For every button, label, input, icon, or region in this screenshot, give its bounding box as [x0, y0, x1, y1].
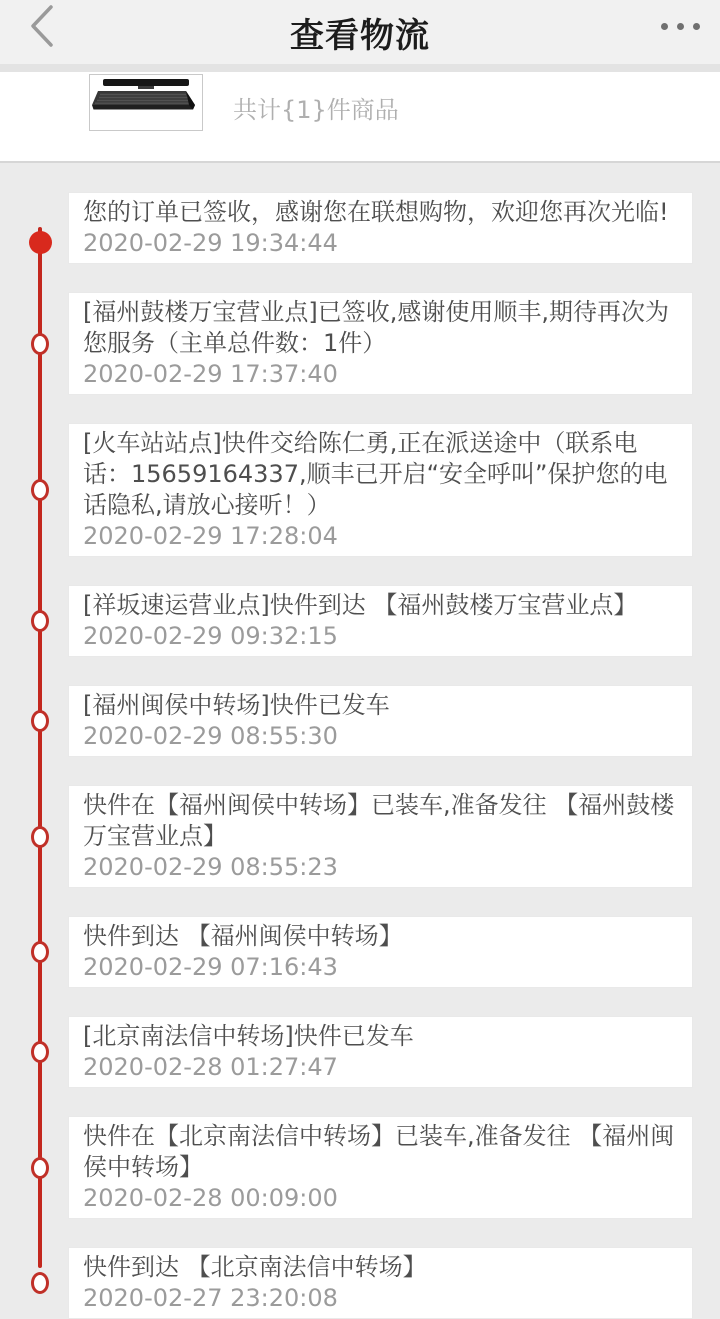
event-timestamp: 2020-02-27 23:20:08: [83, 1284, 338, 1312]
event-card: [68, 585, 693, 657]
event-card: [68, 1116, 693, 1219]
timeline-event: [0, 1016, 720, 1088]
event-text: [福州鼓楼万宝营业点]已签收,感谢使用顺丰,期待再次为您服务（主单总件数：1件）: [83, 298, 669, 357]
event-card: [68, 1016, 693, 1088]
timeline-event: [0, 192, 720, 264]
timeline-marker: [0, 192, 68, 264]
event-card: [68, 192, 693, 264]
event-text: [祥坂速运营业点]快件到达 【福州鼓楼万宝营业点】: [83, 591, 638, 619]
timeline-dot-icon: [31, 1041, 49, 1063]
timeline-event: [0, 585, 720, 657]
more-menu-button[interactable]: [661, 12, 700, 40]
timeline-marker: [0, 685, 68, 757]
event-timestamp: 2020-02-28 01:27:47: [83, 1053, 338, 1081]
event-timestamp: 2020-02-28 00:09:00: [83, 1184, 338, 1212]
event-timestamp: 2020-02-29 19:34:44: [83, 229, 338, 257]
timeline-dot-icon: [31, 826, 49, 848]
event-text: 您的订单已签收，感谢您在联想购物，欢迎您再次光临!: [83, 198, 669, 226]
timeline-dot-icon: [31, 1272, 49, 1294]
event-timestamp: 2020-02-29 07:16:43: [83, 953, 338, 981]
header: [0, 0, 720, 64]
timeline-dot-icon: [29, 231, 52, 254]
timeline-dot-icon: [31, 710, 49, 732]
event-card: [68, 1247, 693, 1319]
timeline-dot-icon: [31, 479, 49, 501]
timeline-marker: [0, 916, 68, 988]
ellipsis-icon: [661, 23, 668, 30]
event-card: [68, 785, 693, 888]
back-button[interactable]: [24, 4, 60, 52]
timeline-event: [0, 1247, 720, 1319]
event-text: 快件在【北京南法信中转场】已装车,准备发往 【福州闽侯中转场】: [83, 1122, 675, 1181]
timeline-event: [0, 1116, 720, 1219]
timeline-marker: [0, 1116, 68, 1219]
event-timestamp: 2020-02-29 17:28:04: [83, 522, 338, 550]
laptop-image: [90, 75, 202, 130]
event-text: 快件在【福州闽侯中转场】已装车,准备发往 【福州鼓楼万宝营业点】: [83, 791, 675, 850]
timeline-dot-icon: [31, 1157, 49, 1179]
product-thumbnail[interactable]: [89, 74, 203, 131]
timeline-marker: [0, 585, 68, 657]
timeline-events-list: [0, 192, 720, 1319]
event-card: [68, 423, 693, 557]
event-card: [68, 916, 693, 988]
timeline-event: [0, 292, 720, 395]
timeline-marker: [0, 292, 68, 395]
event-text: [火车站站点]快件交给陈仁勇,正在派送途中（联系电话：15659164337,顺丰已开启“安全呼叫”保护您的电话隐私,请放心接听！）: [83, 429, 668, 519]
timeline-marker: [0, 785, 68, 888]
timeline-dot-icon: [31, 941, 49, 963]
event-timestamp: 2020-02-29 08:55:30: [83, 722, 338, 750]
timeline-marker: [0, 423, 68, 557]
event-text: [福州闽侯中转场]快件已发车: [83, 691, 390, 719]
timeline-marker: [0, 1016, 68, 1088]
chevron-left-icon: [29, 4, 55, 52]
event-timestamp: 2020-02-29 17:37:40: [83, 360, 338, 388]
product-count-label: 共计{1}件商品: [233, 96, 399, 124]
product-summary-bar: [0, 72, 720, 163]
event-card: [68, 685, 693, 757]
logistics-timeline: [0, 163, 720, 1312]
event-text: 快件到达 【福州闽侯中转场】: [83, 922, 403, 950]
timeline-dot-icon: [31, 610, 49, 632]
timeline-event: [0, 785, 720, 888]
timeline-event: [0, 685, 720, 757]
timeline-event: [0, 423, 720, 557]
header-shadow: [0, 64, 720, 72]
timeline-event: [0, 916, 720, 988]
page-title: 查看物流: [290, 15, 430, 56]
event-timestamp: 2020-02-29 08:55:23: [83, 853, 338, 881]
timeline-marker: [0, 1247, 68, 1319]
event-text: 快件到达 【北京南法信中转场】: [83, 1253, 427, 1281]
event-card: [68, 292, 693, 395]
event-text: [北京南法信中转场]快件已发车: [83, 1022, 414, 1050]
event-timestamp: 2020-02-29 09:32:15: [83, 622, 338, 650]
timeline-dot-icon: [31, 333, 49, 355]
